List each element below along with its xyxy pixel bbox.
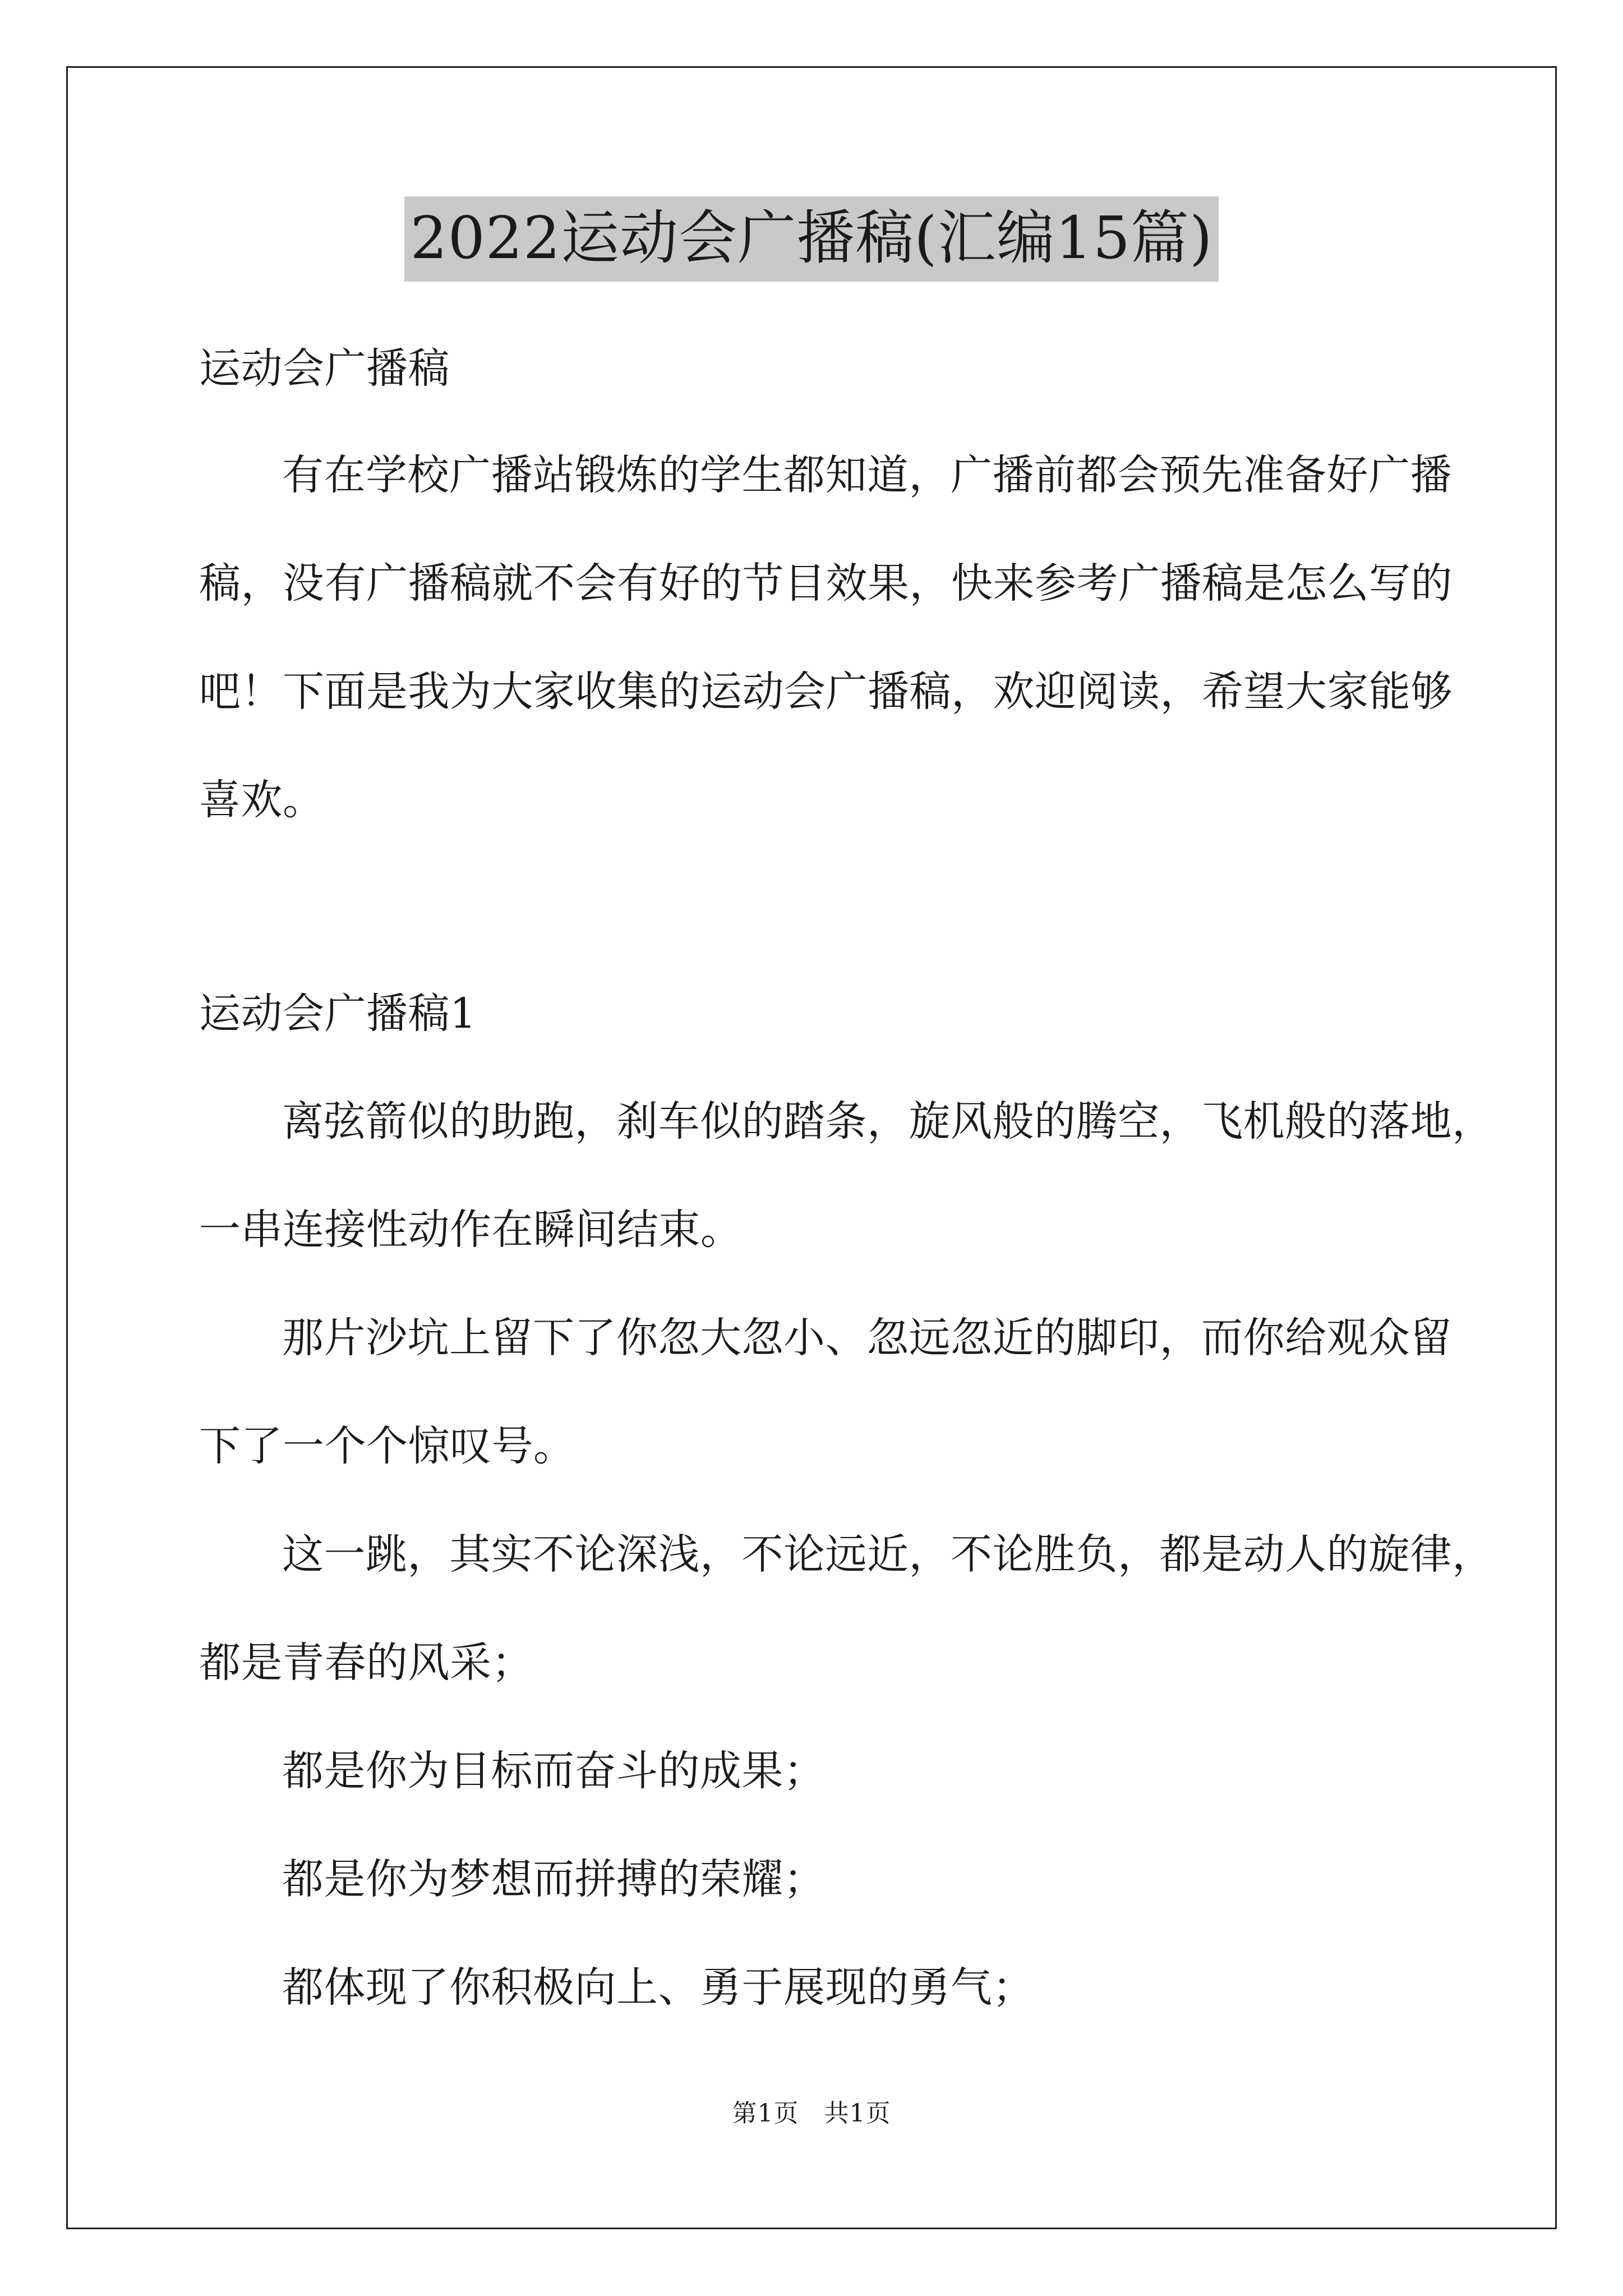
section-paragraph-line: 都体现了你积极向上、勇于展现的勇气； [282, 1963, 1034, 2012]
document-title-text: 2022运动会广播稿(汇编15篇) [404, 196, 1218, 282]
intro-paragraph-line: 喜欢。 [199, 776, 325, 824]
section-paragraph-line: 下了一个个惊叹号。 [199, 1422, 575, 1470]
section-paragraph-line: 都是你为目标而奋斗的成果； [282, 1747, 826, 1795]
page-number: 第1页 共1页 [732, 2099, 891, 2128]
intro-paragraph-line: 有在学校广播站锻炼的学生都知道，广播前都会预先准备好广播 [282, 451, 1452, 499]
section-paragraph-line: 一串连接性动作在瞬间结束。 [199, 1205, 743, 1254]
intro-paragraph-line: 稿，没有广播稿就不会有好的节目效果，快来参考广播稿是怎么写的 [199, 559, 1453, 608]
section-paragraph-line: 离弦箭似的助跑，刹车似的踏条，旋风般的腾空，飞机般的落地， [282, 1097, 1494, 1145]
section-paragraph-line: 那片沙坑上留下了你忽大忽小、忽远忽近的脚印，而你给观众留 [282, 1314, 1452, 1362]
intro-heading: 运动会广播稿 [199, 344, 450, 393]
document-title [0, 196, 1623, 282]
intro-paragraph-line: 吧！下面是我为大家收集的运动会广播稿，欢迎阅读，希望大家能够 [199, 668, 1453, 716]
section-heading: 运动会广播稿1 [199, 990, 477, 1038]
section-paragraph-line: 这一跳，其实不论深浅，不论远近，不论胜负，都是动人的旋律， [282, 1530, 1494, 1579]
section-paragraph-line: 都是你为梦想而拼搏的荣耀； [282, 1855, 826, 1903]
section-paragraph-line: 都是青春的风采； [199, 1639, 533, 1687]
